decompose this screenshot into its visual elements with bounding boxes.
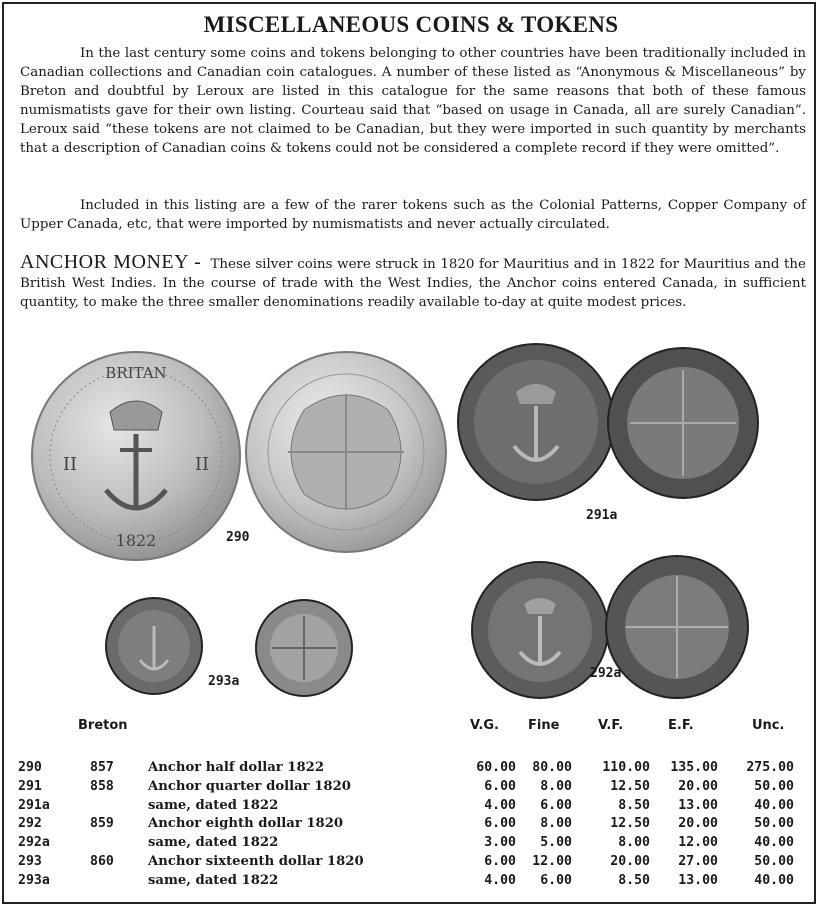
cell-vf: 8.50 [618, 872, 650, 888]
anchor-money-heading: ANCHOR MONEY - [20, 251, 202, 273]
page-title: MISCELLANEOUS COINS & TOKENS [203, 12, 619, 37]
cell-num: 293 [18, 854, 42, 869]
table-row [0, 798, 822, 816]
cell-vg: 60.00 [476, 760, 516, 775]
cell-fine: 80.00 [532, 760, 572, 775]
header-fine: Fine [528, 718, 560, 733]
cell-ef: 13.00 [678, 797, 718, 813]
table-row [0, 760, 822, 778]
label-292a: 292a [590, 666, 622, 681]
table-row [0, 779, 822, 797]
cell-fine: 6.00 [540, 797, 572, 813]
cell-vg: 6.00 [484, 854, 516, 869]
cell-fine: 5.00 [540, 835, 572, 851]
intro-paragraph [20, 44, 806, 158]
cell-desc: Anchor eighth dollar 1820 [148, 816, 344, 832]
cell-unc: 40.00 [754, 835, 794, 851]
cell-ef: 135.00 [670, 760, 718, 775]
cell-ef: 27.00 [678, 854, 718, 869]
cell-unc: 50.00 [754, 816, 794, 832]
cell-breton: 857 [90, 760, 114, 775]
cell-num: 290 [18, 760, 42, 775]
label-293a: 293a [208, 674, 240, 689]
coin-293a-reverse [254, 598, 354, 698]
coin-value-left: II [62, 454, 78, 475]
cell-breton: 860 [90, 854, 114, 869]
cell-desc: same, dated 1822 [148, 797, 279, 813]
cell-num: 292 [18, 816, 42, 832]
cell-num: 291 [18, 778, 42, 794]
cell-vg: 4.00 [484, 872, 516, 888]
coin-292a-reverse [604, 554, 750, 700]
cell-vg: 6.00 [484, 778, 516, 794]
cell-fine: 6.00 [540, 872, 572, 888]
header-vg: V.G. [470, 718, 499, 733]
cell-desc: Anchor sixteenth dollar 1820 [148, 854, 364, 869]
coin-291a-obverse [456, 342, 616, 502]
cell-desc: same, dated 1822 [148, 872, 279, 888]
cell-num: 292a [18, 835, 50, 851]
table-row [0, 835, 822, 853]
cell-unc: 40.00 [754, 797, 794, 813]
cell-fine: 8.00 [540, 816, 572, 832]
cell-vf: 20.00 [610, 854, 650, 869]
coin-legend-top: BRITAN [105, 364, 167, 382]
header-ef: E.F. [668, 718, 694, 733]
cell-unc: 275.00 [746, 760, 794, 775]
cell-fine: 8.00 [540, 778, 572, 794]
included-paragraph [20, 196, 806, 234]
header-breton: Breton [78, 718, 128, 733]
cell-vf: 8.50 [618, 797, 650, 813]
cell-ef: 20.00 [678, 816, 718, 832]
cell-unc: 50.00 [754, 854, 794, 869]
coin-290-obverse [30, 350, 242, 562]
cell-vg: 6.00 [484, 816, 516, 832]
cell-ef: 13.00 [678, 872, 718, 888]
coin-date: 1822 [115, 531, 157, 550]
label-290: 290 [226, 530, 250, 545]
cell-num: 291a [18, 797, 50, 813]
cell-ef: 12.00 [678, 835, 718, 851]
coin-293a-obverse [104, 596, 204, 696]
anchor-money-paragraph [20, 253, 806, 312]
coin-292a-obverse [470, 560, 610, 700]
table-row [0, 854, 822, 872]
included-text: Included in this listing are a few of the rarer tokens such as the Colonial Patterns, Copper Company of Upper Canada, etc, that were imported by numismatists and never actually circulated. [20, 198, 806, 232]
coin-value-right: II [194, 454, 210, 475]
cell-vf: 12.50 [610, 816, 650, 832]
anchor-money-text: These silver coins were struck in 1820 for Mauritius and in 1822 for Mauritius and the British West Indies. In the course of trade with the West Indies, the Anchor coins entered Canada, in sufficient quantity, to make the three smaller denominations readily available to-day at quite modest prices. [20, 257, 806, 310]
cell-desc: Anchor quarter dollar 1820 [148, 778, 351, 794]
coin-photographs [18, 336, 808, 708]
cell-ef: 20.00 [678, 778, 718, 794]
label-291a: 291a [586, 508, 618, 523]
cell-vg: 4.00 [484, 797, 516, 813]
table-row [0, 873, 822, 891]
cell-num: 293a [18, 872, 50, 888]
cell-desc: same, dated 1822 [148, 835, 279, 851]
table-row [0, 816, 822, 834]
header-vf: V.F. [598, 718, 624, 733]
coin-290-reverse [244, 350, 448, 554]
cell-vf: 110.00 [602, 760, 650, 775]
cell-breton: 859 [90, 816, 114, 832]
cell-desc: Anchor half dollar 1822 [148, 760, 325, 775]
header-unc: Unc. [752, 718, 785, 733]
cell-breton: 858 [90, 778, 114, 794]
cell-unc: 40.00 [754, 872, 794, 888]
coin-291a-reverse [606, 346, 760, 500]
cell-vg: 3.00 [484, 835, 516, 851]
intro-text: In the last century some coins and tokens belonging to other countries have been traditionally included in Canadian collections and Canadian coin catalogues. A number of these listed as “Anonymous & Miscellaneous” by Breton and doubtful by Leroux are listed in this catalogue for the same reasons that both of these famous numismatists gave for their own listing. Courteau said that “based on usage in Canada, all are surely Canadian”. Leroux said “these tokens are not claimed to be Canadian, but they were imported in such quantity by merchants that a description of Canadian coins & tokens could not be considered a complete record if they were omitted”. [20, 46, 806, 156]
cell-unc: 50.00 [754, 778, 794, 794]
cell-vf: 8.00 [618, 835, 650, 851]
cell-fine: 12.00 [532, 854, 572, 869]
cell-vf: 12.50 [610, 778, 650, 794]
